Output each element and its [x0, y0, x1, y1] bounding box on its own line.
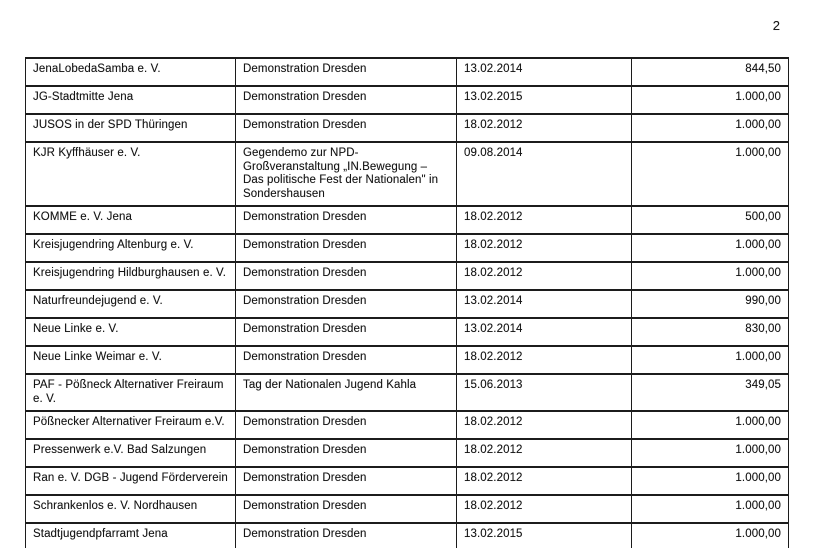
date-cell: 18.02.2012 — [457, 495, 632, 523]
organization-cell: Naturfreundejugend e. V. — [26, 290, 236, 318]
table-row — [26, 411, 789, 439]
organization-cell: JG-Stadtmitte Jena — [26, 86, 236, 114]
organization-cell: Pressenwerk e.V. Bad Salzungen — [26, 439, 236, 467]
organization-cell: JUSOS in der SPD Thüringen — [26, 114, 236, 142]
amount-cell: 1.000,00 — [632, 262, 789, 290]
organization-cell: KOMME e. V. Jena — [26, 206, 236, 234]
amount-cell: 349,05 — [632, 374, 789, 411]
event-cell: Demonstration Dresden — [236, 262, 457, 290]
amount-cell: 1.000,00 — [632, 439, 789, 467]
table-row — [26, 114, 789, 142]
event-cell: Demonstration Dresden — [236, 290, 457, 318]
amount-cell: 1.000,00 — [632, 523, 789, 548]
organization-cell: Ran e. V. DGB - Jugend Förderverein — [26, 467, 236, 495]
event-cell: Demonstration Dresden — [236, 495, 457, 523]
amount-cell: 1.000,00 — [632, 411, 789, 439]
event-cell: Gegendemo zur NPD-Großveranstaltung „IN.Bewegung – Das politische Fest der Nationalen" in Sondershausen — [236, 142, 457, 206]
event-cell: Demonstration Dresden — [236, 114, 457, 142]
date-cell: 13.02.2014 — [457, 290, 632, 318]
date-cell: 13.02.2014 — [457, 58, 632, 86]
table-row — [26, 290, 789, 318]
event-cell: Demonstration Dresden — [236, 411, 457, 439]
table-row — [26, 495, 789, 523]
date-cell: 18.02.2012 — [457, 234, 632, 262]
organization-cell: PAF - Pößneck Alternativer Freiraum e. V. — [26, 374, 236, 411]
organization-cell: JenaLobedaSamba e. V. — [26, 58, 236, 86]
event-cell: Demonstration Dresden — [236, 318, 457, 346]
date-cell: 18.02.2012 — [457, 439, 632, 467]
table-row — [26, 523, 789, 548]
amount-cell: 1.000,00 — [632, 86, 789, 114]
funding-table-body — [26, 58, 789, 548]
organization-cell: Stadtjugendpfarramt Jena — [26, 523, 236, 548]
event-cell: Demonstration Dresden — [236, 439, 457, 467]
date-cell: 13.02.2015 — [457, 86, 632, 114]
funding-table — [25, 57, 789, 548]
amount-cell: 1.000,00 — [632, 234, 789, 262]
amount-cell: 830,00 — [632, 318, 789, 346]
amount-cell: 1.000,00 — [632, 114, 789, 142]
date-cell: 18.02.2012 — [457, 262, 632, 290]
event-cell: Demonstration Dresden — [236, 234, 457, 262]
organization-cell: Pößnecker Alternativer Freiraum e.V. — [26, 411, 236, 439]
date-cell: 13.02.2015 — [457, 523, 632, 548]
amount-cell: 1.000,00 — [632, 495, 789, 523]
organization-cell: Kreisjugendring Hildburghausen e. V. — [26, 262, 236, 290]
event-cell: Demonstration Dresden — [236, 523, 457, 548]
organization-cell: Neue Linke Weimar e. V. — [26, 346, 236, 374]
amount-cell: 1.000,00 — [632, 467, 789, 495]
date-cell: 13.02.2014 — [457, 318, 632, 346]
event-cell: Demonstration Dresden — [236, 58, 457, 86]
organization-cell: Neue Linke e. V. — [26, 318, 236, 346]
date-cell: 18.02.2012 — [457, 346, 632, 374]
table-row — [26, 346, 789, 374]
date-cell: 15.06.2013 — [457, 374, 632, 411]
event-cell: Demonstration Dresden — [236, 346, 457, 374]
date-cell: 18.02.2012 — [457, 467, 632, 495]
event-cell: Demonstration Dresden — [236, 206, 457, 234]
event-cell: Tag der Nationalen Jugend Kahla — [236, 374, 457, 411]
amount-cell: 1.000,00 — [632, 142, 789, 206]
table-row — [26, 374, 789, 411]
organization-cell: Schrankenlos e. V. Nordhausen — [26, 495, 236, 523]
date-cell: 09.08.2014 — [457, 142, 632, 206]
event-cell: Demonstration Dresden — [236, 86, 457, 114]
table-row — [26, 439, 789, 467]
amount-cell: 500,00 — [632, 206, 789, 234]
table-row — [26, 262, 789, 290]
amount-cell: 990,00 — [632, 290, 789, 318]
organization-cell: Kreisjugendring Altenburg e. V. — [26, 234, 236, 262]
organization-cell: KJR Kyffhäuser e. V. — [26, 142, 236, 206]
amount-cell: 844,50 — [632, 58, 789, 86]
table-row — [26, 58, 789, 86]
table-row — [26, 142, 789, 206]
event-cell: Demonstration Dresden — [236, 467, 457, 495]
table-row — [26, 206, 789, 234]
table-row — [26, 318, 789, 346]
date-cell: 18.02.2012 — [457, 206, 632, 234]
date-cell: 18.02.2012 — [457, 411, 632, 439]
table-row — [26, 86, 789, 114]
amount-cell: 1.000,00 — [632, 346, 789, 374]
table-row — [26, 467, 789, 495]
page-number: 2 — [772, 18, 780, 33]
table-row — [26, 234, 789, 262]
date-cell: 18.02.2012 — [457, 114, 632, 142]
